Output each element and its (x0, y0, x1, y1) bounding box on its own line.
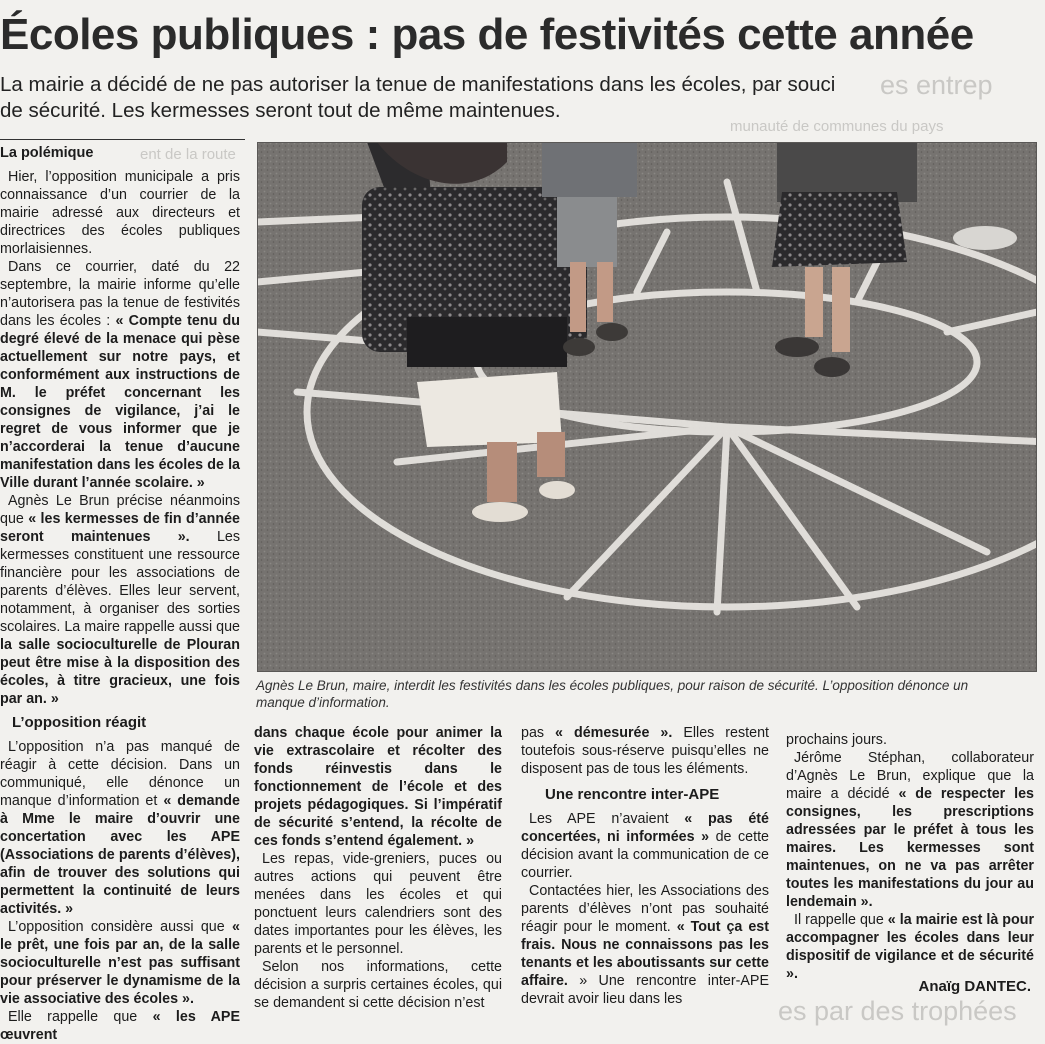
text: Les kermesses constituent une ressource financière pour les associations de parents d’élèves. Elles leur servent, notamment, à organiser des sorties scolaires. La maire rappelle aussi que (0, 529, 240, 635)
article-photo (257, 142, 1037, 672)
quote: « pas été concertées, ni informées » (521, 811, 770, 845)
quote: dans chaque école pour animer la vie extrascolaire et récolter des fonds réinvestis dans le fonctionnement de l’école et des projets pédagogiques. Si l’impératif de sécurité s’entend, la récolte de ces fonds s’entend également. » (254, 725, 502, 849)
paragraph (786, 749, 1034, 911)
quote: « démesurée ». (555, 725, 673, 741)
text: Jérôme Stéphan, collaborateur d’Agnès Le Brun, explique que la maire a décidé (786, 750, 1034, 802)
paragraph: Hier, l’opposition municipale a pris connaissance d’un courrier de la mairie adressé aux directeurs et directrices des écoles publiques morlaisiennes. (0, 169, 240, 257)
quote: « les kermesses de fin d’année seront maintenues ». (0, 511, 240, 545)
quote: « Compte tenu du degré élevé de la menace qui pèse actuellement sur notre pays, et conformément aux instructions de M. le préfet concernant les consignes de vigilance, j’ai le regret de vous informer que je n’accorderai la tenue d’aucune manifestation dans les écoles de la Ville durant l’année scolaire. » (0, 313, 240, 491)
text: Elle rappelle que (8, 1009, 153, 1025)
chapeau-line: de sécurité. Les kermesses seront tout de même maintenues. (0, 99, 561, 122)
manhole-cover (953, 226, 1017, 250)
text: L’opposition considère aussi que (8, 919, 233, 935)
text: de cette décision avant la communication de ce courrier. (521, 829, 770, 881)
paragraph (0, 1008, 240, 1044)
article-headline: Écoles publiques : pas de festivités cette année (0, 10, 974, 59)
quote: la salle socioculturelle de Plouran peut être mise à la disposition des écoles, à titre gracieux, une fois par an. » (0, 637, 240, 707)
text: pas (521, 725, 556, 741)
quote: « Tout ça est frais. Nous ne connaissons pas les tenants et les aboutissants sur cette affaire. (521, 919, 769, 989)
subheading: Une rencontre inter-APE (545, 786, 720, 803)
show-through-text: es entrep (880, 70, 993, 100)
chapeau-line: La mairie a décidé de ne pas autoriser la tenue de manifestations dans les écoles, par souci (0, 73, 836, 96)
section-rule (0, 139, 245, 140)
paragraph (521, 882, 769, 1008)
paragraph (521, 810, 769, 882)
playground-photo-illustration (257, 142, 1037, 672)
quote: « les APE œuvrent (0, 1009, 240, 1043)
quote: « le prêt, une fois par an, de la salle socioculturelle n’est pas suffisant pour préserver le dynamisme de la vie associative des écoles ». (0, 919, 240, 1007)
paragraph: Selon nos informations, cette décision a surpris certaines écoles, qui se demandent si cette décision n’est (254, 959, 502, 1011)
text: Contactées hier, les Associations des parents d’élèves n’ont pas souhaité réagir pour le moment. (521, 883, 769, 935)
paragraph (0, 492, 240, 708)
show-through-text: ent de la route (140, 146, 236, 163)
text: » Une rencontre inter-APE devrait avoir lieu dans les (521, 973, 769, 1007)
text: Il rappelle que (794, 912, 888, 928)
quote: « la mairie est là pour accompagner les écoles dans leur dispositif de vigilance et de sécurité ». (786, 912, 1035, 982)
section-label: La polémique (0, 145, 94, 161)
quote: « demande à Mme le maire d’ouvrir une concertation avec les APE (Associations de parents d’élèves), afin de trouver des solutions qui permettent la continuité de leurs activités. » (0, 793, 240, 917)
column-3 (521, 724, 769, 1008)
quote: « de respecter les consignes, les prescriptions adressées par le préfet à tous les maires. Les kermesses sont maintenues, on ne va pas arrêter toutes les manifestations du jour au lendemain ». (786, 786, 1034, 910)
paragraph (0, 918, 240, 1008)
paragraph (0, 258, 240, 492)
subheading: L’opposition réagit (12, 714, 147, 731)
article-chapeau (0, 72, 900, 124)
show-through-text: es par des trophées (778, 996, 1017, 1026)
paragraph (0, 738, 240, 918)
text: Les APE n’avaient (529, 811, 685, 827)
text: L’opposition n’a pas manqué de réagir à cette décision. Dans un communiqué, elle dénonce un manque d’information et (0, 739, 240, 809)
show-through-text: munauté de communes du pays (730, 118, 944, 135)
column-4 (786, 731, 1034, 983)
paragraph: Les repas, vide-greniers, puces ou autres actions qui peuvent être menées dans les écoles et qui ponctuent leurs calendriers sont des dates importantes pour les élèves, les parents et le personnel. (254, 851, 502, 957)
paragraph (254, 724, 502, 850)
column-1 (0, 144, 240, 1044)
column-2 (254, 724, 502, 1012)
paragraph (521, 724, 769, 778)
photo-caption: Agnès Le Brun, maire, interdit les festivités dans les écoles publiques, pour raison de sécurité. L’opposition dénonce un manque d’information. (256, 678, 969, 710)
author-signature: Anaïg DANTEC. (918, 978, 1031, 995)
paragraph: prochains jours. (786, 732, 887, 748)
text: Elles restent toutefois sous-réserve puisqu’elles ne disposent pas de tous les éléments. (521, 725, 769, 777)
text: Agnès Le Brun précise néanmoins que (0, 493, 240, 527)
paragraph (786, 911, 1034, 983)
text: Dans ce courrier, daté du 22 septembre, la mairie informe qu’elle n’autorisera pas la tenue de festivités dans les écoles : (0, 259, 240, 329)
